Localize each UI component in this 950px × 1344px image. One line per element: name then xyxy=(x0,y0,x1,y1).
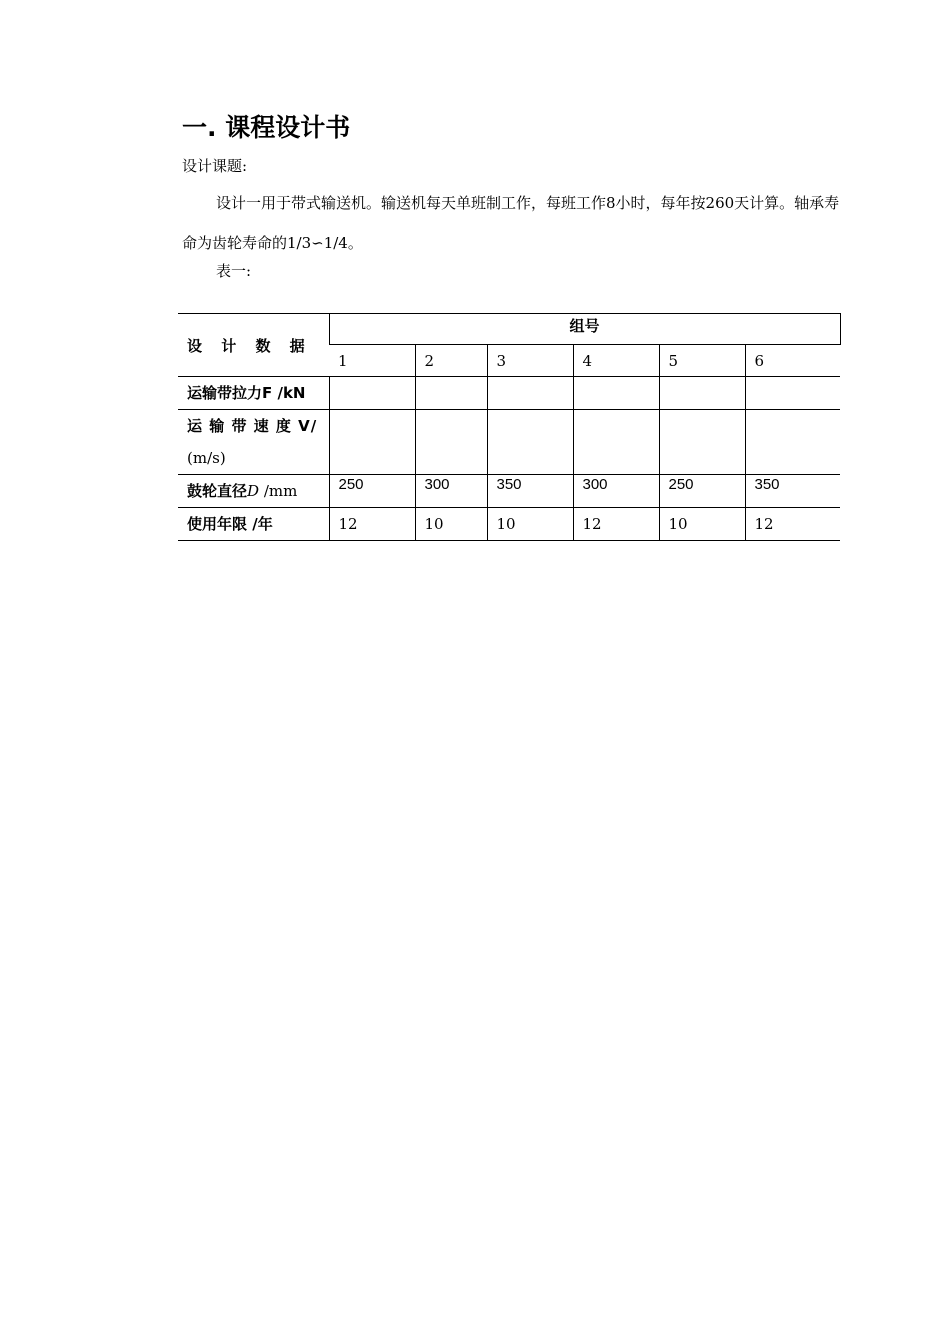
table-cell: 10 xyxy=(659,508,745,541)
table-cell xyxy=(329,377,415,410)
design-data-table xyxy=(178,313,841,541)
page-title: 一. 课程设计书 xyxy=(182,113,351,142)
table-cell xyxy=(487,410,573,475)
table-header-row xyxy=(178,314,840,345)
table-cell: 300 xyxy=(573,475,659,508)
row-label-drum-prefix: 鼓轮直径 xyxy=(187,482,248,500)
subject-label: 设计课题: xyxy=(182,157,248,175)
table-row xyxy=(178,508,840,541)
row-label-belt-speed-line1: 运 输 带 速 度 V/ xyxy=(187,417,318,435)
table-caption: 表一: xyxy=(216,262,252,280)
group-header: 组号 xyxy=(329,314,840,345)
group-number: 5 xyxy=(659,345,745,377)
row-label-belt-speed-line2: (m/s) xyxy=(187,449,226,467)
table-cell xyxy=(415,377,487,410)
body-paragraph: 设计一用于带式输送机。输送机每天单班制工作，每班工作8小时，每年按260天计算。轴承寿命为齿轮寿命的1/3∽1/4。 xyxy=(182,194,840,252)
row-label-drum-symbol: D xyxy=(247,482,260,500)
group-number: 2 xyxy=(415,345,487,377)
group-number: 6 xyxy=(745,345,840,377)
row-label-service-life: 使用年限 /年 xyxy=(178,508,329,541)
table-cell: 350 xyxy=(745,475,840,508)
table-cell xyxy=(415,410,487,475)
corner-label: 设 计 数 据 xyxy=(178,314,329,377)
table-cell xyxy=(487,377,573,410)
table-cell: 250 xyxy=(329,475,415,508)
group-number: 3 xyxy=(487,345,573,377)
table-cell xyxy=(573,377,659,410)
table-cell: 10 xyxy=(415,508,487,541)
table-cell xyxy=(745,410,840,475)
group-number: 4 xyxy=(573,345,659,377)
table-cell: 12 xyxy=(573,508,659,541)
table-cell xyxy=(573,410,659,475)
row-label-drum-diameter xyxy=(178,475,329,508)
row-label-belt-speed xyxy=(178,410,329,475)
row-label-belt-tension: 运输带拉力F /kN xyxy=(178,377,329,410)
row-label-drum-suffix: /mm xyxy=(259,482,298,500)
table-cell xyxy=(659,410,745,475)
table-cell: 10 xyxy=(487,508,573,541)
table-row xyxy=(178,475,840,508)
group-number: 1 xyxy=(329,345,415,377)
table-cell: 300 xyxy=(415,475,487,508)
table-row xyxy=(178,410,840,475)
table-cell: 12 xyxy=(329,508,415,541)
table-cell xyxy=(329,410,415,475)
table-cell xyxy=(745,377,840,410)
table-cell xyxy=(659,377,745,410)
table-cell: 12 xyxy=(745,508,840,541)
table-row xyxy=(178,377,840,410)
table-cell: 350 xyxy=(487,475,573,508)
table-cell: 250 xyxy=(659,475,745,508)
